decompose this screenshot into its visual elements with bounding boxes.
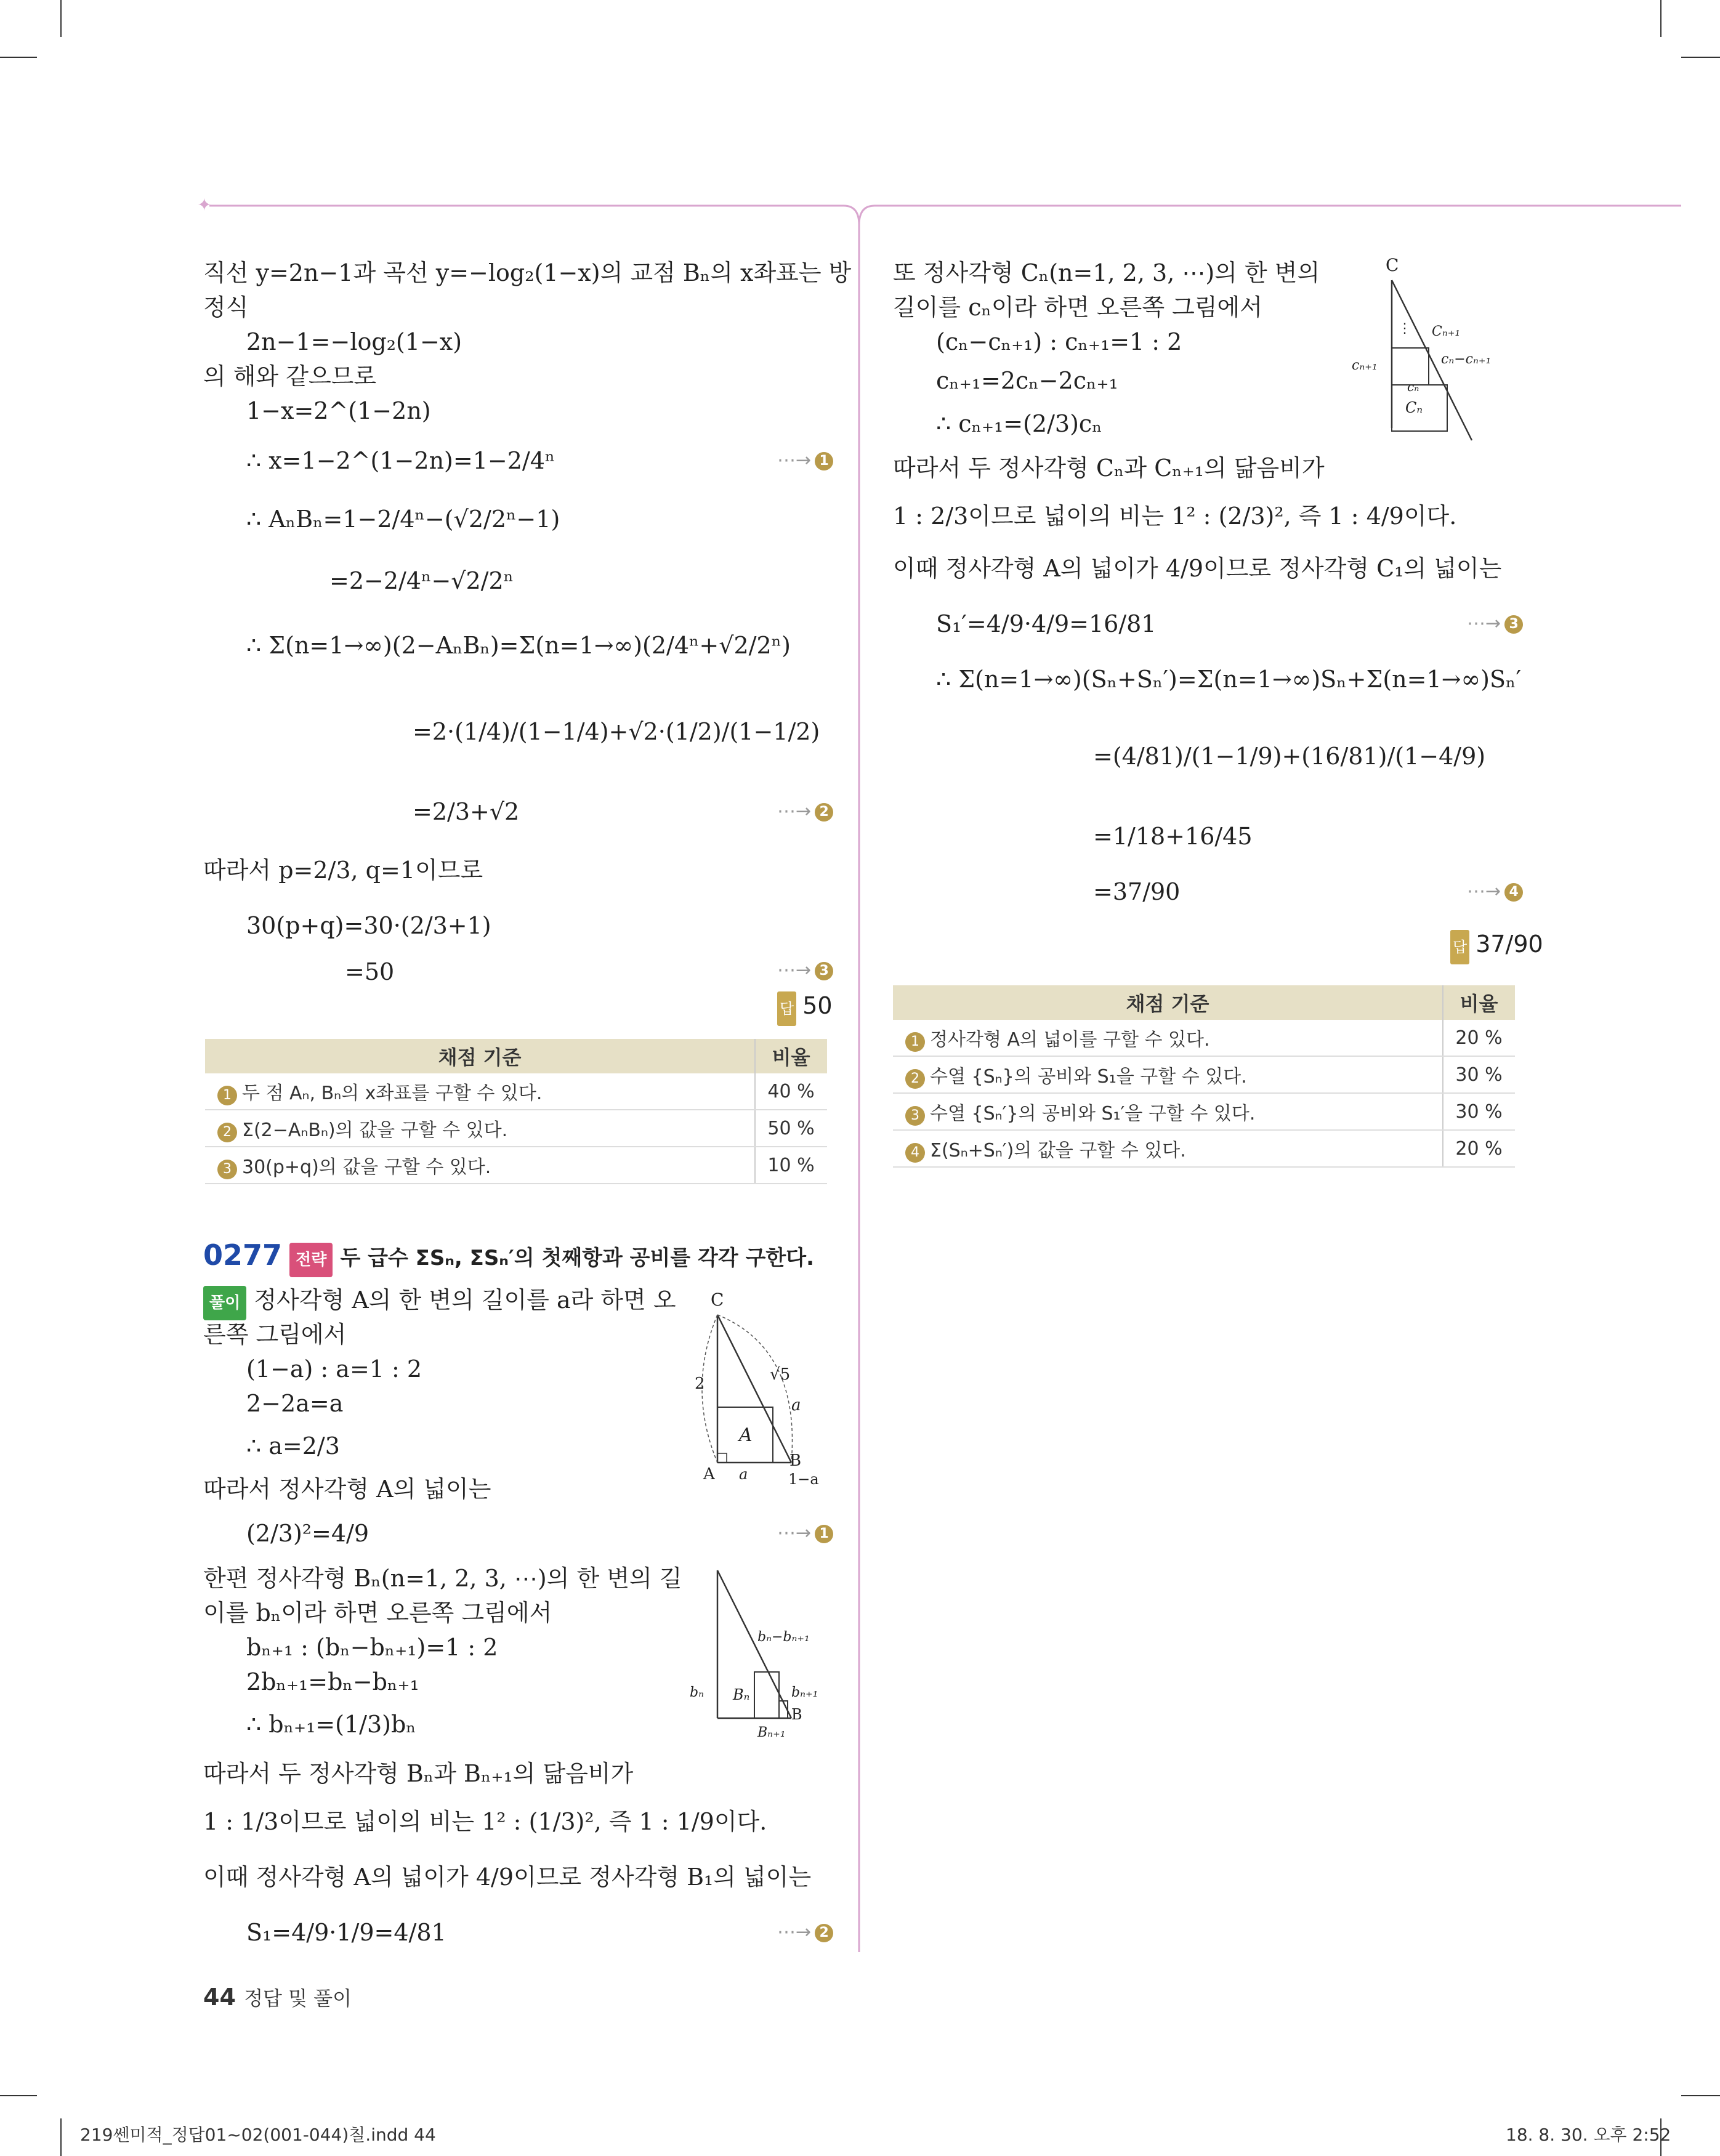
equation: 2n−1=−log₂(1−x) (246, 328, 462, 355)
crop-mark (60, 0, 62, 37)
text-line: 른쪽 그림에서 (203, 1321, 347, 1348)
equation: S₁=4/9·1/9=4/81 (246, 1919, 446, 1946)
svg-text:B: B (791, 1706, 802, 1723)
text-line: 정식 (203, 294, 249, 321)
row-text: 정사각형 A의 넓이를 구할 수 있다. (930, 1028, 1210, 1051)
table-header-criteria: 채점 기준 (893, 985, 1443, 1020)
row-text: Σ(Sₙ+Sₙ′)의 값을 구할 수 있다. (930, 1139, 1186, 1161)
text-line: 의 해와 같으므로 (203, 363, 377, 390)
equation: 30(p+q)=30·(2/3+1) (246, 912, 491, 939)
svg-text:cₙ: cₙ (1407, 379, 1419, 394)
svg-text:A: A (739, 1424, 753, 1446)
row-ratio: 20 % (1443, 1020, 1515, 1056)
scoring-table (893, 985, 1515, 1168)
svg-text:⋮: ⋮ (1398, 321, 1411, 336)
svg-text:a: a (791, 1396, 801, 1415)
equation: 2−2a=a (246, 1390, 344, 1417)
table-header (893, 985, 1515, 1020)
step-marker: ⋯→ 2 (777, 801, 833, 822)
table-row (205, 1147, 827, 1184)
equation: cₙ₊₁=2cₙ−2cₙ₊₁ (936, 367, 1118, 394)
equation: =(4/81)/(1−1/9)+(16/81)/(1−4/9) (1093, 743, 1486, 770)
table-header-ratio: 비율 (1443, 985, 1515, 1020)
row-ratio: 50 % (755, 1110, 827, 1147)
triangle-figure-b (690, 1558, 838, 1743)
equation: S₁′=4/9·4/9=16/81 (936, 610, 1157, 637)
row-ratio: 30 % (1443, 1093, 1515, 1130)
row-text: 두 점 Aₙ, Bₙ의 x좌표를 구할 수 있다. (242, 1082, 543, 1104)
star-icon: ✦ (197, 197, 212, 215)
text-line: 이를 bₙ이라 하면 오른쪽 그림에서 (203, 1599, 552, 1626)
row-number: 1 (905, 1032, 925, 1052)
crop-mark (1660, 0, 1661, 37)
text-line: 따라서 p=2/3, q=1이므로 (203, 857, 483, 884)
table-row (893, 1130, 1515, 1167)
table-row (205, 1110, 827, 1147)
svg-text:1−a: 1−a (788, 1471, 819, 1488)
row-number: 1 (217, 1086, 237, 1105)
equation: bₙ₊₁ : (bₙ−bₙ₊₁)=1 : 2 (246, 1634, 498, 1661)
crop-mark (0, 57, 37, 58)
table-row (205, 1073, 827, 1110)
equation: =37/90 (1093, 878, 1181, 905)
svg-text:Bₙ: Bₙ (733, 1686, 750, 1703)
svg-text:C: C (1386, 255, 1399, 275)
row-number: 4 (905, 1143, 925, 1163)
step-marker: ⋯→ 4 (1467, 881, 1523, 902)
row-number: 2 (217, 1123, 237, 1142)
equation: ∴ bₙ₊₁=(1/3)bₙ (246, 1711, 416, 1738)
text-line: 따라서 두 정사각형 Cₙ과 Cₙ₊₁의 닮음비가 (893, 454, 1325, 482)
table-row (893, 1056, 1515, 1093)
row-ratio: 20 % (1443, 1130, 1515, 1167)
step-marker: ⋯→ 1 (777, 450, 833, 471)
crop-mark (0, 2095, 37, 2096)
table-row (893, 1020, 1515, 1056)
table-header (205, 1039, 827, 1073)
svg-text:B: B (789, 1451, 802, 1470)
row-number: 3 (217, 1160, 237, 1179)
solution-line (203, 1283, 676, 1320)
page-label: 정답 및 풀이 (244, 1987, 352, 2010)
answer (777, 988, 833, 1026)
text-line: 길이를 cₙ이라 하면 오른쪽 그림에서 (893, 294, 1262, 321)
row-number: 3 (905, 1106, 925, 1126)
answer-value: 50 (802, 992, 833, 1019)
svg-text:2: 2 (695, 1375, 705, 1393)
svg-text:C: C (711, 1290, 724, 1310)
equation: =2−2/4ⁿ−√2/2ⁿ (329, 567, 514, 594)
page-footer (203, 1983, 352, 2011)
scoring-table (205, 1039, 827, 1184)
svg-text:Cₙ: Cₙ (1405, 399, 1423, 416)
text-line: 1 : 1/3이므로 넓이의 비는 1² : (1/3)², 즉 1 : 1/9이다. (203, 1808, 767, 1835)
table-row (893, 1093, 1515, 1130)
equation: (1−a) : a=1 : 2 (246, 1355, 422, 1383)
equation: 1−x=2^(1−2n) (246, 397, 431, 424)
file-info: 219쎈미적_정답01~02(001-044)칠.indd 44 (80, 2125, 436, 2145)
equation: =2·(1/4)/(1−1/4)+√2·(1/2)/(1−1/2) (413, 718, 820, 745)
triangle-figure-a (690, 1287, 838, 1490)
svg-text:√5: √5 (770, 1365, 791, 1384)
svg-text:Cₙ₊₁: Cₙ₊₁ (1432, 324, 1461, 339)
step-marker: ⋯→ 3 (1467, 613, 1523, 634)
row-number: 2 (905, 1069, 925, 1089)
answer-icon: 답 (777, 991, 796, 1026)
svg-text:bₙ₊₁: bₙ₊₁ (791, 1685, 818, 1700)
equation: ∴ Σ(n=1→∞)(Sₙ+Sₙ′)=Σ(n=1→∞)Sₙ+Σ(n=1→∞)Sₙ′ (936, 666, 1522, 693)
equation: (cₙ−cₙ₊₁) : cₙ₊₁=1 : 2 (936, 328, 1182, 355)
text-line: 따라서 정사각형 A의 넓이는 (203, 1476, 491, 1503)
table-header-criteria: 채점 기준 (205, 1039, 755, 1073)
timestamp: 18. 8. 30. 오후 2:52 (1506, 2125, 1671, 2145)
equation: ∴ Σ(n=1→∞)(2−AₙBₙ)=Σ(n=1→∞)(2/4ⁿ+√2/2ⁿ) (246, 632, 791, 659)
answer-icon: 답 (1450, 930, 1469, 964)
svg-text:a: a (739, 1466, 748, 1483)
row-text: Σ(2−AₙBₙ)의 값을 구할 수 있다. (242, 1119, 508, 1141)
svg-text:bₙ−bₙ₊₁: bₙ−bₙ₊₁ (757, 1629, 810, 1645)
equation: =2/3+√2 (413, 798, 520, 825)
row-text: 수열 {Sₙ′}의 공비와 S₁′을 구할 수 있다. (930, 1102, 1256, 1124)
solution-tag: 풀이 (203, 1286, 246, 1320)
row-ratio: 40 % (755, 1073, 827, 1110)
row-text: 수열 {Sₙ}의 공비와 S₁을 구할 수 있다. (930, 1065, 1247, 1088)
row-ratio: 30 % (1443, 1056, 1515, 1093)
strategy-tag: 전략 (289, 1243, 333, 1277)
text-line: 직선 y=2n−1과 곡선 y=−log₂(1−x)의 교점 Bₙ의 x좌표는 방 (203, 259, 852, 286)
step-marker: ⋯→ 1 (777, 1522, 833, 1544)
strategy-text: 두 급수 ΣSₙ, ΣSₙ′의 첫째항과 공비를 각각 구한다. (340, 1246, 815, 1270)
step-marker: ⋯→ 2 (777, 1921, 833, 1943)
crop-mark (1681, 2095, 1720, 2096)
equation: =50 (345, 958, 395, 985)
equation: 2bₙ₊₁=bₙ−bₙ₊₁ (246, 1668, 419, 1695)
row-ratio: 10 % (755, 1147, 827, 1184)
equation: ∴ AₙBₙ=1−2/4ⁿ−(√2/2ⁿ−1) (246, 506, 560, 533)
problem-number: 0277 (203, 1238, 283, 1272)
text-line: 따라서 두 정사각형 Bₙ과 Bₙ₊₁의 닮음비가 (203, 1760, 634, 1787)
text-line: 1 : 2/3이므로 넓이의 비는 1² : (2/3)², 즉 1 : 4/9이다. (893, 503, 1457, 530)
step-marker: ⋯→ 3 (777, 959, 833, 981)
text-line: 또 정사각형 Cₙ(n=1, 2, 3, ⋯)의 한 변의 (893, 259, 1320, 286)
crop-mark (60, 2118, 62, 2156)
triangle-figure-c (1349, 252, 1521, 450)
svg-text:bₙ: bₙ (690, 1685, 704, 1700)
equation: (2/3)²=4/9 (246, 1520, 369, 1547)
answer-value: 37/90 (1476, 931, 1543, 958)
answer (1450, 927, 1543, 964)
equation: =1/18+16/45 (1093, 823, 1253, 850)
problem-header (203, 1238, 814, 1277)
svg-text:Bₙ₊₁: Bₙ₊₁ (757, 1725, 786, 1740)
text-line: 이때 정사각형 A의 넓이가 4/9이므로 정사각형 B₁의 넓이는 (203, 1863, 812, 1891)
svg-text:A: A (703, 1465, 715, 1484)
svg-text:cₙ−cₙ₊₁: cₙ−cₙ₊₁ (1441, 352, 1492, 367)
svg-text:cₙ₊₁: cₙ₊₁ (1352, 358, 1378, 373)
text-line: 한편 정사각형 Bₙ(n=1, 2, 3, ⋯)의 한 변의 길 (203, 1565, 682, 1592)
crop-mark (1681, 57, 1720, 58)
text-line: 정사각형 A의 한 변의 길이를 a라 하면 오 (254, 1286, 676, 1314)
equation: ∴ a=2/3 (246, 1432, 340, 1460)
equation: ∴ x=1−2^(1−2n)=1−2/4ⁿ (246, 447, 555, 474)
page-number: 44 (203, 1984, 236, 2011)
equation: ∴ cₙ₊₁=(2/3)cₙ (936, 410, 1102, 437)
table-header-ratio: 비율 (755, 1039, 827, 1073)
text-line: 이때 정사각형 A의 넓이가 4/9이므로 정사각형 C₁의 넓이는 (893, 555, 1502, 582)
row-text: 30(p+q)의 값을 구할 수 있다. (242, 1156, 491, 1178)
